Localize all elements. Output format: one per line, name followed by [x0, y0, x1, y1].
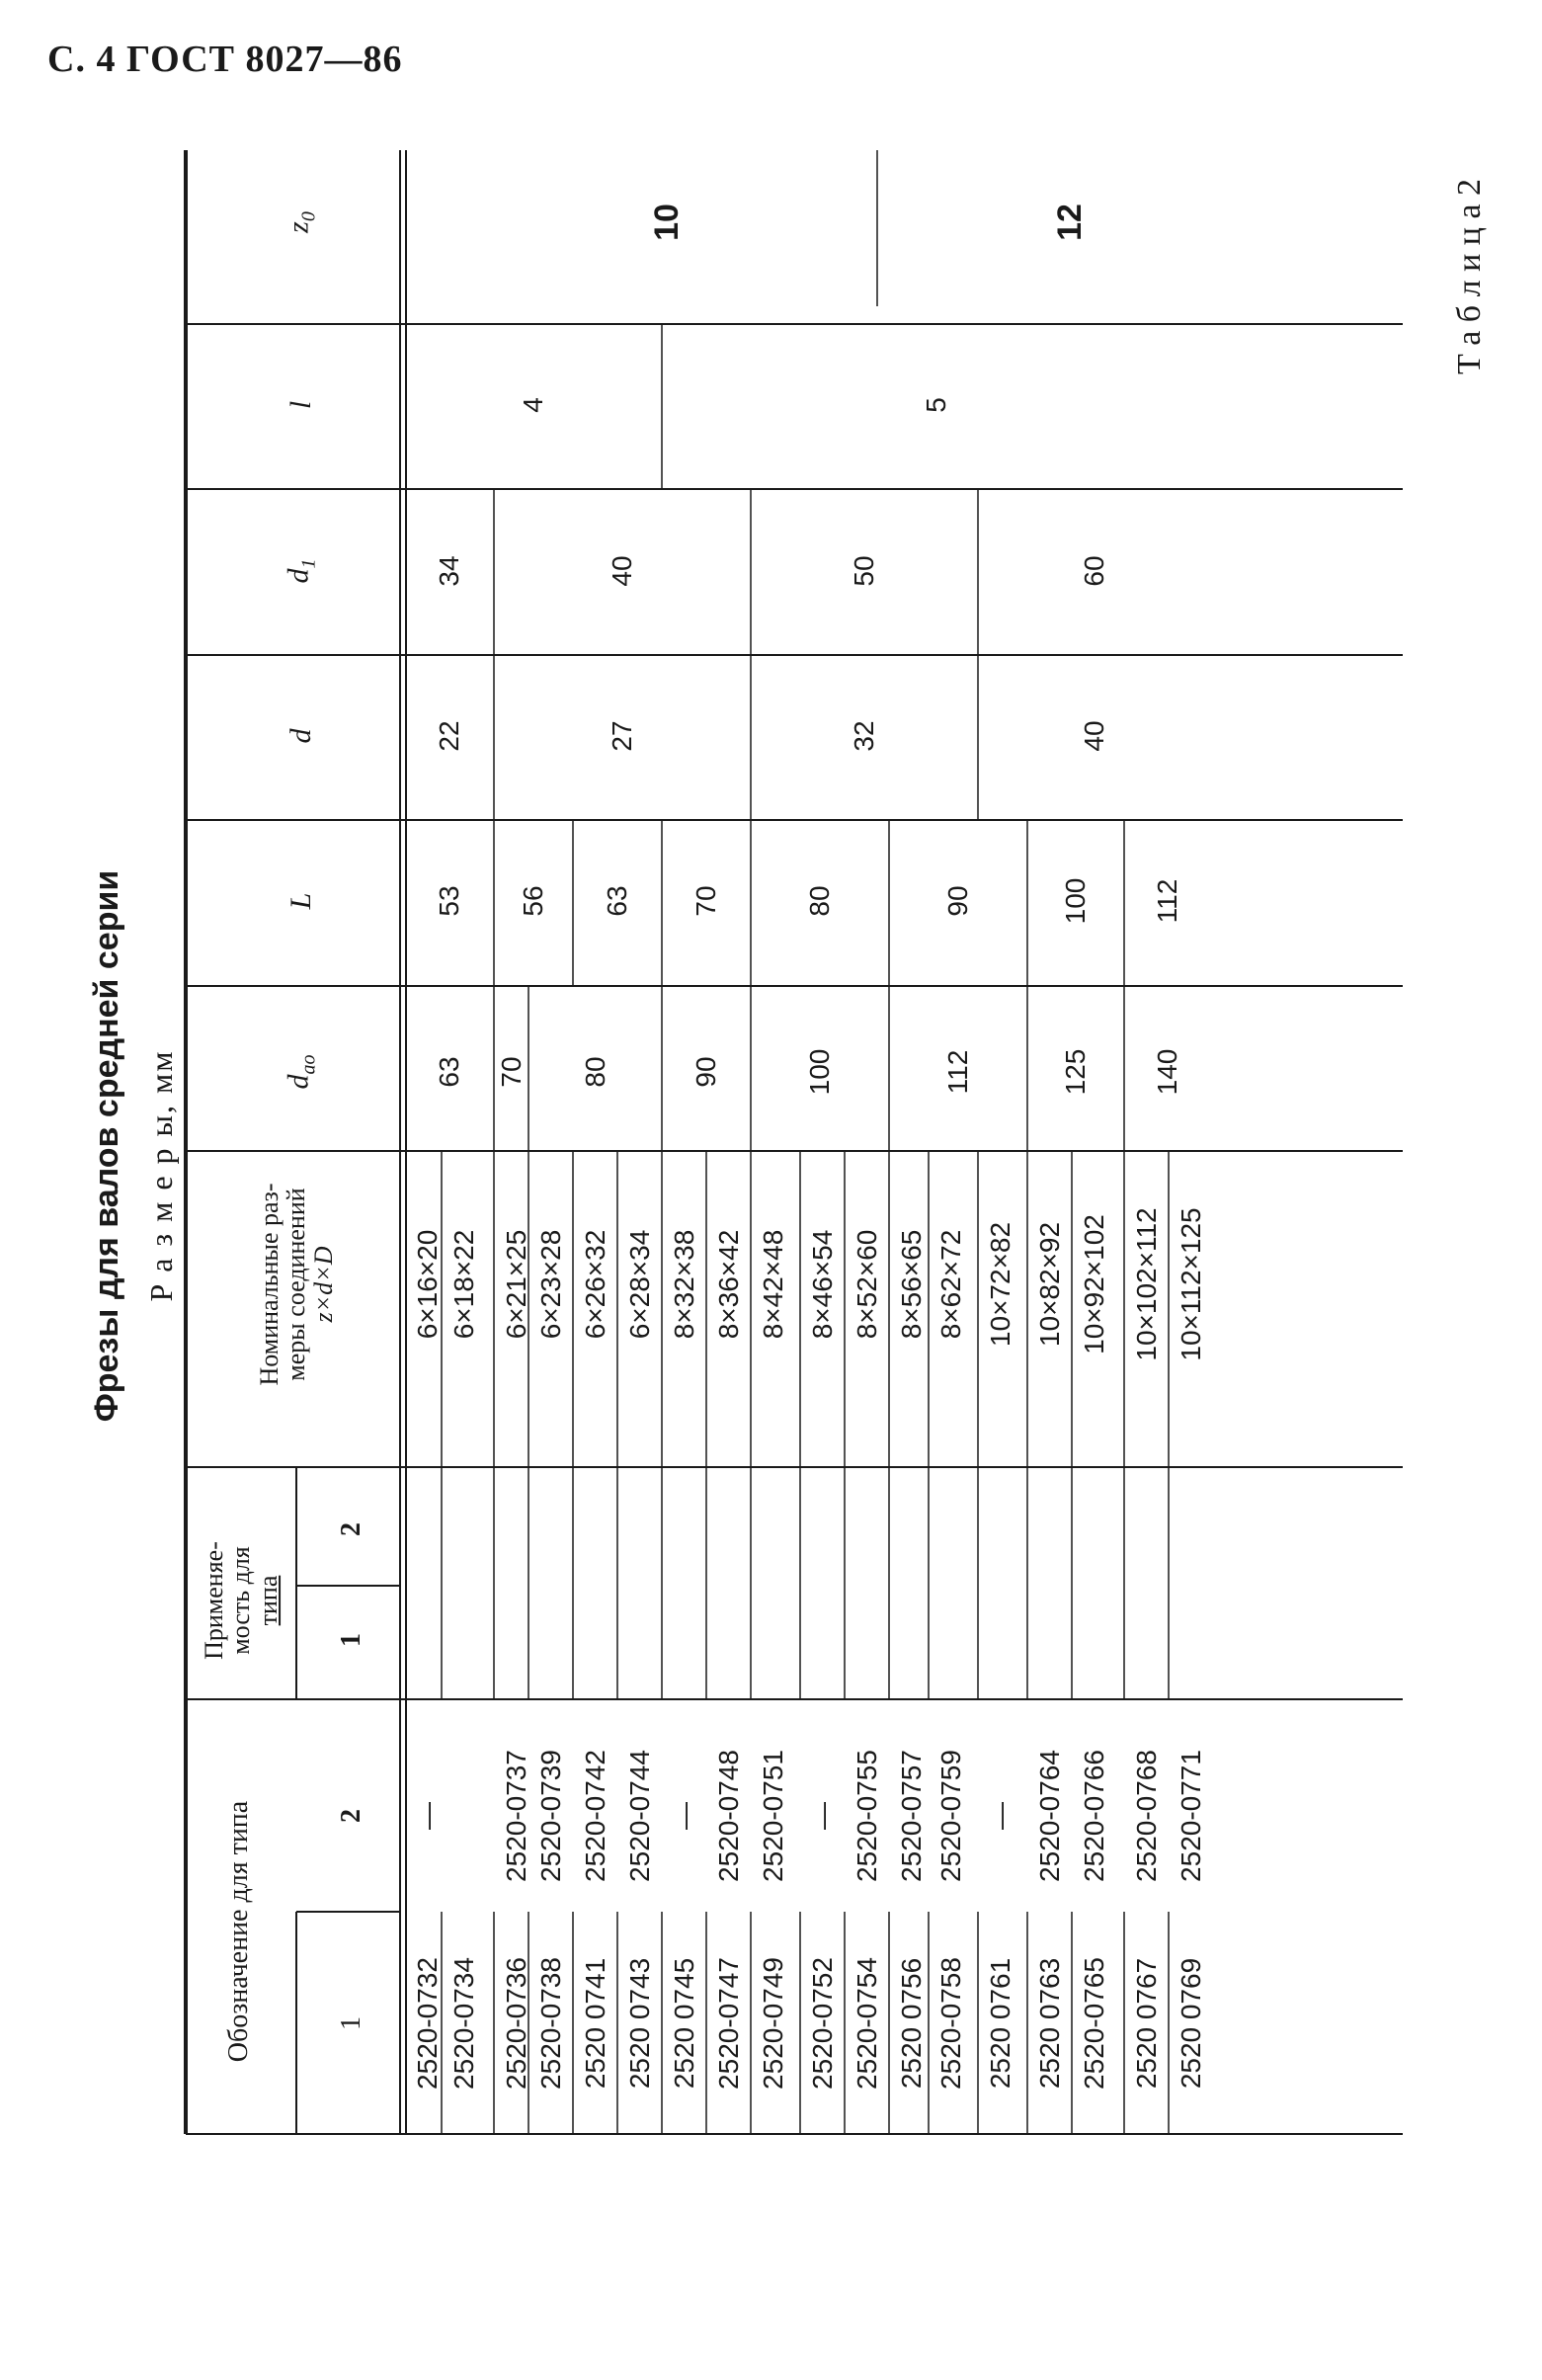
dao-value: 112 [942, 1049, 973, 1095]
header-L: L [284, 892, 317, 910]
nominal-size-cell: 8×56×65 [895, 1229, 927, 1340]
nominal-size-cell: 10×92×102 [1078, 1214, 1109, 1354]
nominal-size-cell: 10×112×125 [1175, 1207, 1206, 1361]
L-value: 80 [804, 885, 835, 917]
designation-type2-cell: 2520-0768 [1130, 1750, 1162, 1882]
d1-value: 40 [607, 555, 637, 587]
nominal-size-cell: 10×102×112 [1130, 1207, 1162, 1361]
d-value: 22 [434, 720, 464, 752]
header-dao: $d_{ao}$ [282, 1054, 320, 1090]
nominal-size-cell: 8×32×38 [668, 1229, 699, 1340]
designation-type2-cell: 2520-0757 [895, 1750, 927, 1882]
header-applicability-type2: 2 [336, 1522, 366, 1536]
designation-type2-cell: — [668, 1802, 699, 1830]
designation-type1-cell: 2520-0738 [534, 1957, 566, 2090]
designation-type1-cell: 2520 0763 [1033, 1957, 1065, 2090]
nominal-size-cell: 10×82×92 [1033, 1221, 1065, 1348]
table-title: Фрезы для валов средней серии [88, 869, 125, 1423]
L-value: 100 [1060, 877, 1091, 925]
dao-value: 63 [434, 1056, 464, 1088]
designation-type1-cell: 2520-0752 [806, 1957, 838, 2090]
dao-value: 70 [495, 1056, 527, 1088]
designation-type2-cell: 2520-0737 [500, 1750, 531, 1882]
header-designation: Обозначение для типа [223, 1800, 254, 2063]
nominal-size-cell: 6×23×28 [534, 1229, 566, 1340]
designation-type1-cell: 2520 0745 [668, 1957, 699, 2090]
nominal-size-cell: 6×18×22 [447, 1229, 479, 1340]
L-value: 56 [518, 885, 548, 917]
nominal-size-cell: 8×62×72 [934, 1229, 966, 1340]
designation-type2-cell: 2520-0751 [757, 1750, 788, 1882]
designation-type2-cell: — [984, 1802, 1015, 1830]
nominal-size-cell: 8×42×48 [757, 1229, 788, 1340]
L-value: 112 [1151, 878, 1182, 924]
designation-type1-cell: 2520 0756 [895, 1957, 927, 2090]
d1-value: 60 [1078, 555, 1109, 587]
dao-value: 80 [579, 1056, 610, 1088]
designation-type1-cell: 2520-0754 [851, 1957, 882, 2090]
header-designation-type2: 2 [336, 1809, 366, 1823]
header-applicability-type1: 1 [336, 1633, 366, 1647]
designation-type1-cell: 2520-0747 [712, 1957, 744, 2090]
designation-type2-cell: — [411, 1802, 443, 1830]
designation-type2-cell: 2520-0759 [934, 1750, 966, 1882]
designation-type2-cell: 2520-0771 [1175, 1750, 1206, 1882]
nominal-size-cell: 8×52×60 [851, 1229, 882, 1340]
table-label: Т а б л и ц а 2 [1451, 178, 1488, 375]
designation-type1-cell: 2520-0732 [411, 1957, 443, 2090]
d-value: 32 [849, 720, 879, 752]
designation-type1-cell: 2520 0743 [623, 1957, 655, 2090]
nominal-size-cell: 6×21×25 [500, 1229, 531, 1340]
z0-value: 10 [648, 204, 686, 241]
nominal-size-cell: 8×46×54 [806, 1229, 838, 1340]
designation-type1-cell: 2520-0758 [934, 1957, 966, 2090]
designation-type1-cell: 2520-0765 [1078, 1957, 1109, 2090]
z0-value: 12 [1050, 204, 1089, 241]
dao-value: 100 [804, 1048, 835, 1096]
header-z0: $z_0$ [282, 211, 320, 233]
l-value: 5 [920, 397, 951, 413]
L-value: 70 [690, 885, 721, 917]
designation-type2-cell: 2520-0742 [579, 1750, 610, 1882]
header-d1: $d_1$ [282, 558, 320, 584]
designation-type2-cell: 2520-0766 [1078, 1750, 1109, 1882]
L-value: 90 [942, 885, 973, 917]
header-nominal: Номинальные раз- меры соединений z×d×D [255, 1183, 338, 1386]
L-value: 63 [602, 885, 632, 917]
d-value: 40 [1078, 720, 1109, 752]
designation-type1-cell: 2520 0769 [1175, 1957, 1206, 2090]
d1-value: 50 [849, 555, 879, 587]
designation-type1-cell: 2520 0767 [1130, 1957, 1162, 2090]
L-value: 53 [434, 885, 464, 917]
page-header: С. 4 ГОСТ 8027—86 [47, 39, 403, 80]
d-value: 27 [607, 720, 637, 752]
designation-type1-cell: 2520-0736 [500, 1957, 531, 2090]
header-applicability: Применяе- мость для типа [200, 1541, 283, 1660]
dao-value: 125 [1060, 1048, 1091, 1096]
nominal-size-cell: 6×16×20 [411, 1229, 443, 1340]
designation-type1-cell: 2520 0761 [984, 1957, 1015, 2090]
nominal-size-cell: 8×36×42 [712, 1229, 744, 1340]
header-designation-type1: 1 [336, 2016, 366, 2030]
designation-type1-cell: 2520-0734 [447, 1957, 479, 2090]
header-l: l [284, 400, 317, 410]
designation-type2-cell: 2520-0739 [534, 1750, 566, 1882]
designation-type1-cell: 2520 0741 [579, 1957, 610, 2090]
designation-type2-cell: — [806, 1802, 838, 1830]
nominal-size-cell: 6×28×34 [623, 1229, 655, 1340]
header-d: d [284, 728, 317, 744]
nominal-size-cell: 6×26×32 [579, 1229, 610, 1340]
l-value: 4 [518, 397, 548, 413]
table-subtitle: Р а з м е р ы, мм [143, 1049, 179, 1302]
designation-type2-cell: 2520-0764 [1033, 1750, 1065, 1882]
d1-value: 34 [434, 555, 464, 587]
dao-value: 90 [690, 1056, 721, 1088]
designation-type1-cell: 2520-0749 [757, 1957, 788, 2090]
dao-value: 140 [1151, 1048, 1182, 1096]
designation-type2-cell: 2520-0744 [623, 1750, 655, 1882]
designation-type2-cell: 2520-0748 [712, 1750, 744, 1882]
nominal-size-cell: 10×72×82 [984, 1221, 1015, 1348]
designation-type2-cell: 2520-0755 [851, 1750, 882, 1882]
